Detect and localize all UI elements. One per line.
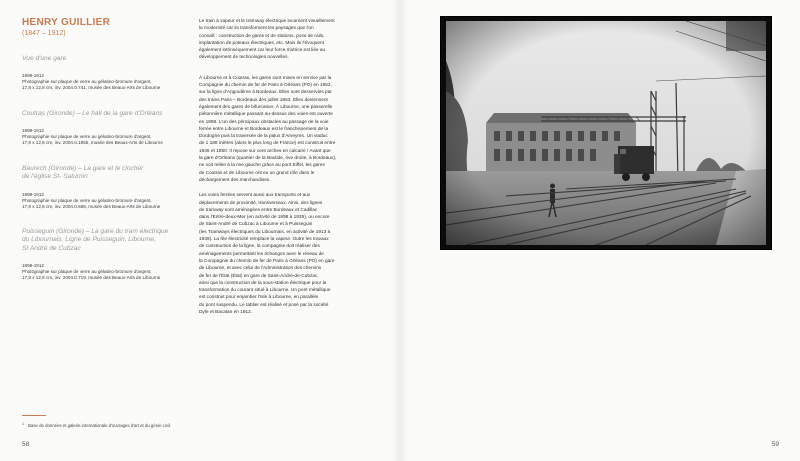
text-line: déplacements de proximité, transversaux. Ainsi, des lignes xyxy=(199,200,323,206)
work-title: St André de Cubzac xyxy=(22,244,81,252)
text-line: piétonnière métallique passant au-dessus des voies est ouverte xyxy=(199,112,333,118)
work-desc: Photographie sur plaque de verre au gélatino-bromure d'argent, xyxy=(22,79,152,85)
text-line: À Libourne et à Coutras, les gares sont mises en service par la xyxy=(199,75,332,81)
text-line: ferrée entre Libourne et Bordeaux est le franchissement de la xyxy=(199,126,329,132)
work-caption xyxy=(22,55,190,91)
text-line: Le train à vapeur et le tramway électrique incarnent visuellement xyxy=(199,19,335,24)
text-line: dans l'Entre-deux-Mer (en activité de 1898 à 1935), ou encore xyxy=(199,215,330,221)
work-title: de l'église St- Saturnin xyxy=(22,173,88,181)
captions-column xyxy=(22,17,187,281)
work-desc: Photographie sur plaque de verre au gélatino-bromure d'argent, xyxy=(22,269,152,275)
paragraph-2 xyxy=(199,75,362,184)
footnote-rule xyxy=(22,415,46,416)
text-line: de Coutras et de Libourne ont eu un grand rôle dans le xyxy=(199,170,315,176)
text-line: déchargement des marchandises. xyxy=(199,177,271,183)
text-line: de fer de l'État (État) en gare de Saint-André-de-Cubzac, xyxy=(199,273,319,279)
paragraph-3 xyxy=(199,192,362,316)
text-line: (les Tramways électriques du Libournais, en activité de 1913 à xyxy=(199,229,331,235)
artist-dates: (1847 – 1912) xyxy=(22,30,66,37)
glass-plate-photograph xyxy=(441,17,771,249)
work-desc: 17,8 x 12,8 cm, inv. 2004.0.1855, musée des Beaux-Arts de Libourne xyxy=(22,140,163,146)
work-desc: Photographie sur plaque de verre au gélatino-bromure d'argent, xyxy=(22,197,152,203)
work-date: 1899-1912 xyxy=(22,263,44,269)
work-desc: 17,8 x 12,8 cm, inv. 2004.0.588, musée des Beaux-Arts de Libourne xyxy=(22,203,161,209)
body-text-column xyxy=(199,18,362,324)
text-line: 1949). La fée électricité remplace la vapeur. Outre les travaux xyxy=(199,237,329,243)
text-line: la Compagnie du chemin de fer de Paris à Orléans (PO) en gare xyxy=(199,258,335,264)
work-title: Puisseguin (Gironde) – La gare du tram électrique xyxy=(22,228,169,235)
work-date: 1899-1912 xyxy=(22,73,44,79)
text-line: connaît : construction de gares et de stations, pose de rails, xyxy=(199,33,325,39)
text-line: la gare d'Orléans (quartier de la Bastide, rive droite, à Bordeaux), xyxy=(199,156,337,162)
footnote xyxy=(22,422,171,428)
text-line: en 1898. L'un des principaux obstacles au passage de la voie xyxy=(199,119,329,125)
work-desc: Photographie sur plaque de verre au gélatino-bromure d'argent, xyxy=(22,134,152,140)
footnote-text: Base de données et galerie internationale d'ouvrages d'art et du génie civil. xyxy=(28,423,171,429)
text-line: de Libourne, et avec celui de l'Administration des chemins xyxy=(199,266,322,272)
work-desc: 17,8 x 12,8 cm, inv. 2004.0.719, musée des Beaux-Arts de Libourne xyxy=(22,275,161,281)
text-line: transformation du courant situé à Libourne. Un pont métallique xyxy=(199,288,331,294)
text-line: de 1 186 mètres (alors le plus long de France) est construit entre xyxy=(199,141,336,147)
text-line: implantation de poteaux électriques, etc. Mais ils l'évoquent xyxy=(199,40,325,46)
text-line: développement de technologies nouvelles. xyxy=(199,55,289,61)
text-line: de tramway sont aménagées entre Bordeaux et Cadillac xyxy=(199,207,318,213)
text-line: sur la ligne d'Angoulême à Bordeaux. Elles sont desservies par xyxy=(199,90,332,96)
text-line: Dyle et Bacalan en 1912. xyxy=(199,309,253,315)
artist-name: HENRY GUILLIER xyxy=(22,17,111,28)
text-line: aménagements permettant les échanges avec le réseau de xyxy=(199,251,324,257)
text-line: du pont suspendu. Le tablier est réalisé et posé par la société xyxy=(199,302,329,308)
work-title: du Libournais. Ligne de Puisseguin, Libourne, xyxy=(22,236,156,244)
left-page xyxy=(0,0,399,461)
text-line: Dordogne puis la traversée de la palus d'Arveyres. Un viaduc xyxy=(199,134,328,140)
work-caption xyxy=(22,165,190,210)
footnote-mark: 1 xyxy=(22,422,24,426)
text-line: ne soit reliée à la rive gauche grâce au pont Eiffel, les gares xyxy=(199,163,325,169)
text-line: de construction de la ligne, la compagnie doit réaliser des xyxy=(199,244,320,250)
work-caption xyxy=(22,110,190,146)
text-line: Les voies ferrées servent aussi aux transports et aux xyxy=(199,193,311,199)
text-line: également intrinsèquement car leur force motrice est liée au xyxy=(199,48,326,54)
work-desc: 17,8 x 12,8 cm, inv. 2004.0.741, musée des Beaux-Arts de Libourne xyxy=(22,85,161,91)
text-line: ainsi que la construction de la sous-station électrique pour la xyxy=(199,280,327,286)
page-number-left: 58 xyxy=(22,441,30,448)
railway-station-photo xyxy=(446,21,766,245)
text-line: des trains Paris – Bordeaux dès juillet 1853. Elles deviennent xyxy=(199,97,328,103)
right-page xyxy=(401,0,800,461)
work-title: Vue d'une gare xyxy=(22,55,67,62)
paragraph-1 xyxy=(199,18,362,62)
work-caption xyxy=(22,228,190,281)
work-date: 1899-1912 xyxy=(22,191,44,197)
text-line: est construit pour enjamber l'Isle à Libourne, en parallèle xyxy=(199,295,319,301)
text-line: également des gares de bifurcation. À Libourne, une passerelle xyxy=(199,104,333,110)
text-line: la modernité car ils transforment les paysages que l'on xyxy=(199,26,314,32)
text-line: 1846 et 1850. Il repose sur cent arches en calcaire ! Avant que xyxy=(199,148,331,154)
work-date: 1899-1912 xyxy=(22,128,44,134)
page-number-right: 59 xyxy=(771,441,779,448)
work-title: Coutras (Gironde) – Le hall de la gare d'Orléans xyxy=(22,110,163,117)
text-line: Compagnie du chemin de fer de Paris à Orléans (PO) en 1852, xyxy=(199,83,332,89)
work-title: Baurech (Gironde) – La gare et le clocher xyxy=(22,165,144,172)
text-line: de Saint-André de Cubzac à Libourne et à Puisseguin xyxy=(199,222,313,228)
